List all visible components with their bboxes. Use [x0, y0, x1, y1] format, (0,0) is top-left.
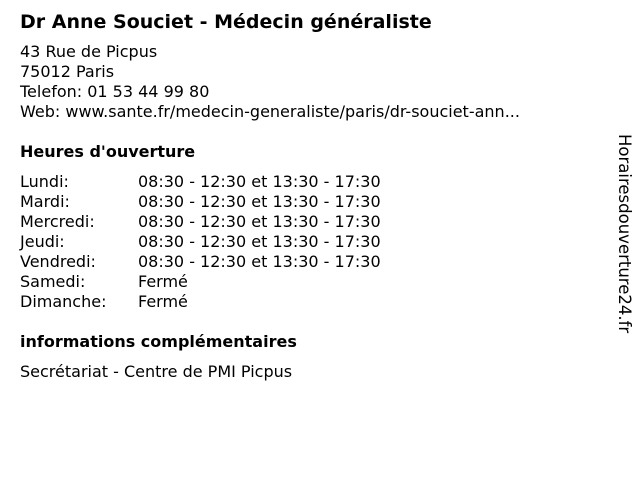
opening-hours-heading: Heures d'ouverture	[20, 142, 196, 161]
hours-row-tuesday	[20, 192, 600, 212]
hours-row-thursday	[20, 232, 600, 252]
day-hours: 08:30 - 12:30 et 13:30 - 17:30	[138, 172, 381, 191]
additional-info-text: Secrétariat - Centre de PMI Picpus	[20, 362, 293, 381]
day-label: Samedi:	[20, 272, 86, 291]
opening-hours-table	[20, 172, 600, 312]
business-card	[20, 9, 600, 382]
website-link: Web: www.sante.fr/medecin-generaliste/paris/dr-souciet-ann...	[20, 102, 520, 121]
hours-row-saturday	[20, 272, 600, 292]
day-hours: Fermé	[138, 272, 188, 291]
day-hours: Fermé	[138, 292, 188, 311]
additional-info-heading: informations complémentaires	[20, 332, 297, 351]
hours-row-sunday	[20, 292, 600, 312]
day-label: Lundi:	[20, 172, 69, 191]
hours-row-monday	[20, 172, 600, 192]
day-label: Vendredi:	[20, 252, 96, 271]
day-hours: 08:30 - 12:30 et 13:30 - 17:30	[138, 212, 381, 231]
site-watermark: Horairesdouverture24.fr	[615, 134, 634, 334]
day-label: Dimanche:	[20, 292, 107, 311]
address-street: 43 Rue de Picpus	[20, 42, 158, 61]
day-label: Mardi:	[20, 192, 70, 211]
day-label: Jeudi:	[20, 232, 65, 251]
page-title: Dr Anne Souciet - Médecin généraliste	[20, 11, 432, 33]
hours-row-wednesday	[20, 212, 600, 232]
day-label: Mercredi:	[20, 212, 95, 231]
day-hours: 08:30 - 12:30 et 13:30 - 17:30	[138, 252, 381, 271]
address-city: 75012 Paris	[20, 62, 115, 81]
address-block	[20, 42, 600, 122]
phone-number: Telefon: 01 53 44 99 80	[20, 82, 210, 101]
day-hours: 08:30 - 12:30 et 13:30 - 17:30	[138, 232, 381, 251]
day-hours: 08:30 - 12:30 et 13:30 - 17:30	[138, 192, 381, 211]
hours-row-friday	[20, 252, 600, 272]
